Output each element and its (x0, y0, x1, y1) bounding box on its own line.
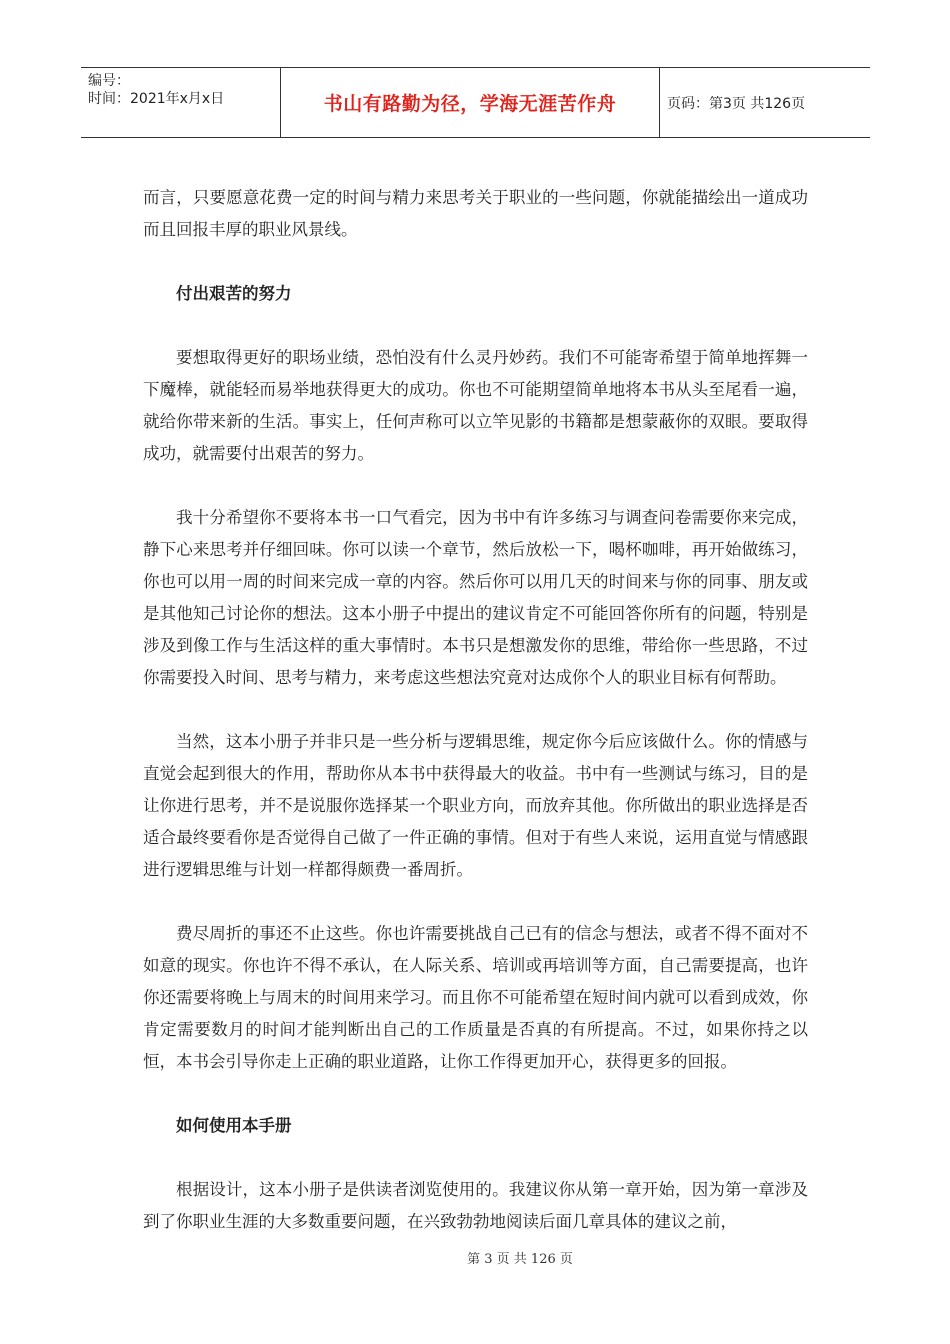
document-body (143, 182, 808, 1270)
header-page-code: 页码：第3页 共126页 (667, 95, 806, 112)
page-footer: 第 3 页 共 126 页 (467, 1252, 573, 1267)
paragraph: 根据设计，这本小册子是供读者浏览使用的。我建议你从第一章开始，因为第一章涉及到了你职业生涯的大多数重要问题，在兴致勃勃地阅读后面几章具体的建议之前， (143, 1180, 808, 1231)
document-date: 时间：2021年x月x日 (88, 91, 225, 107)
header-motto-cell (281, 68, 660, 137)
paragraph: 当然，这本小册子并非只是一些分析与逻辑思维，规定你今后应该做什么。你的情感与直觉会起到很大的作用，帮助你从本书中获得最大的收益。书中有一些测试与练习，目的是让你进行思考，并不是说服你选择某一个职业方向，而放弃其他。你所做出的职业选择是否适合最终要看你是否觉得自己做了一件正确的事情。但对于有些人来说，运用直觉与情感跟进行逻辑思维与计划一样都得颇费一番周折。 (143, 732, 808, 879)
paragraph: 费尽周折的事还不止这些。你也许需要挑战自己已有的信念与想法，或者不得不面对不如意的现实。你也许不得不承认，在人际关系、培训或再培训等方面，自己需要提高，也许你还需要将晚上与周末的时间用来学习。而且你不可能希望在短时间内就可以看到成效，你肯定需要数月的时间才能判断出自己的工作质量是否真的有所提高。不过，如果你持之以恒，本书会引导你走上正确的职业道路，让你工作得更加开心，获得更多的回报。 (143, 924, 808, 1071)
motto-text: 书山有路勤为径，学海无涯苦作舟 (323, 93, 617, 115)
section-heading-how-to-use: 如何使用本手册 (176, 1116, 292, 1135)
section-heading-effort: 付出艰苦的努力 (176, 284, 292, 303)
paragraph: 要想取得更好的职场业绩，恐怕没有什么灵丹妙药。我们不可能寄希望于简单地挥舞一下魔棒，就能轻而易举地获得更大的成功。你也不可能期望简单地将本书从头至尾看一遍，就给你带来新的生活。事实上，任何声称可以立竿见影的书籍都是想蒙蔽你的双眼。要取得成功，就需要付出艰苦的努力。 (143, 348, 808, 463)
document-header (81, 67, 870, 138)
document-code: 编号： (88, 73, 130, 89)
header-meta-cell (81, 68, 281, 137)
paragraph: 我十分希望你不要将本书一口气看完，因为书中有许多练习与调查问卷需要你来完成，静下心来思考并仔细回味。你可以读一个章节，然后放松一下，喝杯咖啡，再开始做练习，你也可以用一周的时间来完成一章的内容。然后你可以用几天的时间来与你的同事、朋友或是其他知己讨论你的想法。这本小册子中提出的建议肯定不可能回答你所有的问题，特别是涉及到像工作与生活这样的重大事情时。本书只是想激发你的思维，带给你一些思路，不过你需要投入时间、思考与精力，来考虑这些想法究竟对达成你个人的职业目标有何帮助。 (143, 508, 808, 687)
paragraph-continuation: 而言，只要愿意花费一定的时间与精力来思考关于职业的一些问题，你就能描绘出一道成功而且回报丰厚的职业风景线。 (143, 188, 808, 239)
header-page-cell (660, 68, 870, 137)
